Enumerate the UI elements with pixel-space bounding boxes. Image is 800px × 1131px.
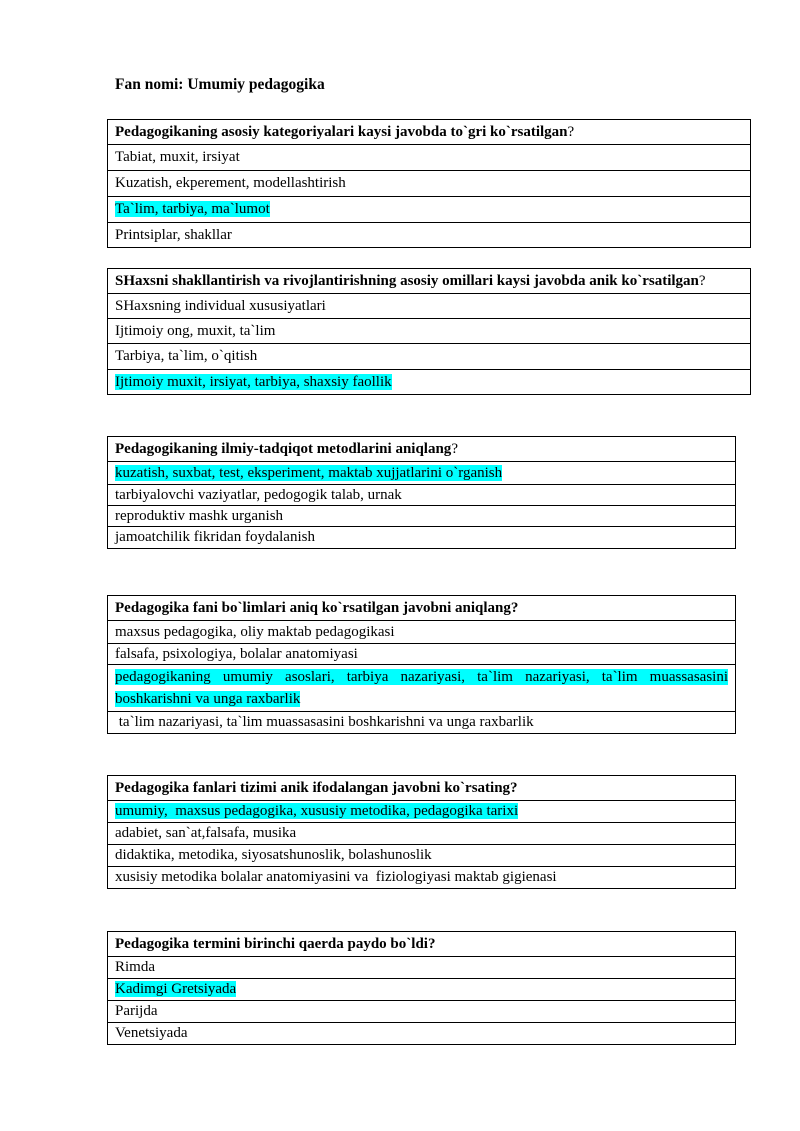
answer-option-text: adabiet, san`at,falsafa, musika [115,825,297,841]
question-text: Pedagogikaning ilmiy-tadqiqot metodlarini aniqlang [115,441,452,457]
question-block-6 [107,931,736,1045]
answer-option [108,823,736,845]
answer-option-row [108,294,751,319]
question-block-2 [107,268,751,395]
question-cell [108,932,736,957]
question-mark: ? [451,441,458,457]
question-block-1 [107,119,751,248]
answer-option-row [108,621,736,644]
answer-option-row [108,527,736,549]
question-cell [108,776,736,801]
answer-option-row [108,223,751,248]
question-text: Pedagogika fani bo`limlari aniq ko`rsatilgan javobni aniqlang? [115,600,519,616]
answer-option [108,197,751,223]
answer-option-row [108,957,736,979]
question-text: Pedagogikaning asosiy kategoriyalari kaysi javobda to`gri ko`rsatilgan [115,124,568,140]
question-text: Pedagogika fanlari tizimi anik ifodalangan javobni ko`rsating? [115,780,518,796]
question-block-4 [107,595,736,734]
answer-option [108,506,736,527]
answer-option [108,712,736,734]
answer-option-row [108,485,736,506]
question-cell [108,269,751,294]
answer-option [108,845,736,867]
correct-answer-highlight: kuzatish, suxbat, test, eksperiment, maktab xujjatlarini o`rganish [115,465,503,481]
answer-option [108,644,736,665]
answer-option-text: Printsiplar, shakllar [115,227,232,243]
question-cell [108,596,736,621]
question-text: SHaxsni shakllantirish va rivojlantirishning asosiy omillari kaysi javobda anik ko`rsatilgan [115,273,699,289]
answer-option-row [108,1023,736,1045]
answer-option-row [108,867,736,889]
answer-option [108,319,751,344]
answer-option-text: ta`lim nazariyasi, ta`lim muassasasini boshkarishni va unga raxbarlik [115,714,534,730]
correct-answer-highlight: umumiy, maxsus pedagogika, xususiy metodika, pedagogika tarixi [115,803,519,819]
question-row [108,932,736,957]
answer-option-row [108,344,751,370]
answer-option [108,485,736,506]
answer-option-text: Parijda [115,1003,158,1019]
correct-answer-highlight: Ta`lim, tarbiya, ma`lumot [115,201,270,217]
answer-option-text: jamoatchilik fikridan foydalanish [115,529,315,545]
answer-option-text: Tabiat, muxit, irsiyat [115,149,240,165]
answer-option-row [108,197,751,223]
question-block-5 [107,775,736,889]
question-cell [108,120,751,145]
answer-option-text: falsafa, psixologiya, bolalar anatomiyasi [115,646,358,662]
answer-option [108,223,751,248]
answer-option-row [108,823,736,845]
answer-option [108,145,751,171]
answer-option-row [108,319,751,344]
answer-option-text: Venetsiyada [115,1025,188,1041]
correct-answer-highlight: Ijtimoiy muxit, irsiyat, tarbiya, shaxsiy faollik [115,374,392,390]
question-cell [108,437,736,462]
answer-option-row [108,462,736,485]
answer-option [108,801,736,823]
question-block-3 [107,436,736,549]
answer-option-row [108,171,751,197]
answer-option-text: xusisiy metodika bolalar anatomiyasini va fiziologiyasi maktab gigienasi [115,869,557,885]
answer-option [108,1023,736,1045]
answer-option-text: tarbiyalovchi vaziyatlar, pedogogik talab, urnak [115,487,402,503]
page-title: Fan nomi: Umumiy pedagogika [115,76,325,93]
answer-option-row [108,1001,736,1023]
answer-option [108,1001,736,1023]
question-mark: ? [698,273,706,289]
answer-option-text: Rimda [115,959,155,975]
answer-option-row [108,644,736,665]
answer-option-text: SHaxsning individual xususiyatlari [115,298,326,314]
answer-option [108,370,751,395]
question-row [108,269,751,294]
answer-option [108,462,736,485]
answer-option-row [108,801,736,823]
question-row [108,437,736,462]
answer-option [108,957,736,979]
question-row [108,120,751,145]
answer-option [108,171,751,197]
answer-option [108,979,736,1001]
correct-answer-highlight: Kadimgi Gretsiyada [115,981,237,997]
question-row [108,776,736,801]
answer-option-text: Kuzatish, ekperement, modellashtirish [115,175,346,191]
question-row [108,596,736,621]
answer-option [108,621,736,644]
answer-option-row [108,506,736,527]
answer-option-text: reproduktiv mashk urganish [115,508,284,524]
answer-option-row [108,145,751,171]
answer-option-row [108,370,751,395]
answer-option [108,665,736,712]
answer-option [108,344,751,370]
answer-option-row [108,845,736,867]
correct-answer-highlight: pedagogikaning umumiy asoslari, tarbiya nazariyasi, ta`lim nazariyasi, ta`lim muassasasini boshkarishni va unga raxbarlik [115,669,728,707]
answer-option [108,527,736,549]
answer-option [108,294,751,319]
question-text: Pedagogika termini birinchi qaerda paydo bo`ldi? [115,936,436,952]
question-mark: ? [567,124,575,140]
answer-option-row [108,665,736,712]
answer-option-text: Ijtimoiy ong, muxit, ta`lim [115,323,276,339]
answer-option-text: Tarbiya, ta`lim, o`qitish [115,348,258,364]
answer-option [108,867,736,889]
answer-option-row [108,712,736,734]
answer-option-text: didaktika, metodika, siyosatshunoslik, bolashunoslik [115,847,432,863]
answer-option-row [108,979,736,1001]
answer-option-text: maxsus pedagogika, oliy maktab pedagogikasi [115,624,395,640]
